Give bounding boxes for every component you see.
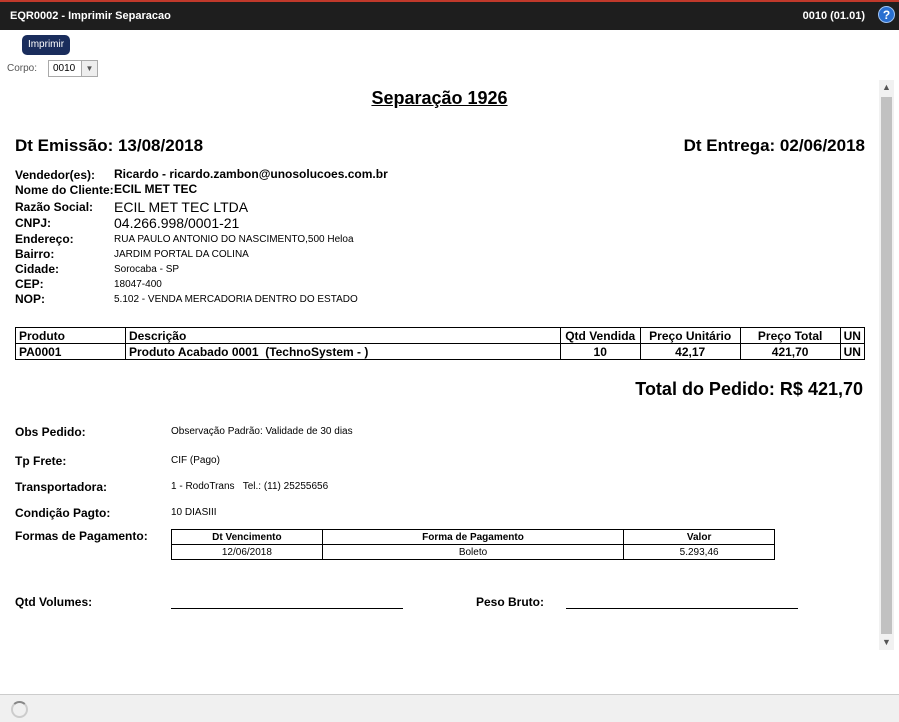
info-value: ECIL MET TEC xyxy=(114,182,198,196)
cond-label: Condição Pagto: xyxy=(15,506,111,520)
items-column-header: UN xyxy=(840,328,864,344)
order-total: Total do Pedido: R$ 421,70 xyxy=(635,379,863,399)
scrollbar-thumb[interactable] xyxy=(881,97,892,634)
scroll-down-icon[interactable]: ▼ xyxy=(882,637,891,647)
info-label: Endereço: xyxy=(15,232,74,246)
items-column-header: Produto xyxy=(16,328,126,344)
info-value: JARDIM PORTAL DA COLINA xyxy=(114,249,249,260)
dt-emissao: Dt Emissão: 13/08/2018 xyxy=(15,136,204,155)
table-row xyxy=(16,344,865,360)
info-value: 18047-400 xyxy=(114,279,162,290)
title-bar xyxy=(0,0,899,30)
items-cell: UN xyxy=(840,344,864,360)
info-label: Bairro: xyxy=(15,247,55,261)
info-label: NOP: xyxy=(15,292,45,306)
info-label: CEP: xyxy=(15,277,44,291)
frete-label: Tp Frete: xyxy=(15,454,67,468)
obs-value: Observação Padrão: Validade de 30 dias xyxy=(171,426,353,437)
items-table xyxy=(15,327,865,360)
items-column-header: Qtd Vendida xyxy=(560,328,640,344)
transp-label: Transportadora: xyxy=(15,480,108,494)
payment-column-header: Dt Vencimento xyxy=(172,530,323,545)
payment-cell: 5.293,46 xyxy=(624,545,775,560)
items-column-header: Preço Unitário xyxy=(640,328,740,344)
payment-table xyxy=(171,529,775,560)
items-column-header: Descrição xyxy=(125,328,560,344)
frete-value: CIF (Pago) xyxy=(171,455,220,466)
vertical-scrollbar[interactable] xyxy=(879,80,894,650)
info-value: ECIL MET TEC LTDA xyxy=(114,199,249,215)
info-value: Ricardo - ricardo.zambon@unosolucoes.com.br xyxy=(114,167,388,181)
document xyxy=(0,80,879,650)
window-code: 0010 (01.01) xyxy=(802,10,865,22)
payment-column-header: Valor xyxy=(624,530,775,545)
table-row xyxy=(172,545,775,560)
info-label: Vendedor(es): xyxy=(15,168,96,182)
obs-label: Obs Pedido: xyxy=(15,425,86,439)
window-title: EQR0002 - Imprimir Separacao xyxy=(10,10,171,22)
payment-cell: 12/06/2018 xyxy=(172,545,323,560)
status-bar xyxy=(0,694,899,722)
print-button[interactable]: Imprimir xyxy=(22,35,70,55)
volumes-label: Qtd Volumes: xyxy=(15,595,93,609)
corpo-select[interactable] xyxy=(48,60,98,77)
corpo-label: Corpo: xyxy=(7,63,38,74)
info-label: Nome do Cliente: xyxy=(15,183,114,197)
help-icon[interactable]: ? xyxy=(878,6,895,23)
payment-column-header: Forma de Pagamento xyxy=(322,530,623,545)
peso-line xyxy=(566,608,798,609)
peso-label: Peso Bruto: xyxy=(476,595,545,609)
volumes-line xyxy=(171,608,403,609)
info-label: Cidade: xyxy=(15,262,60,276)
scroll-up-icon[interactable]: ▲ xyxy=(882,82,891,92)
info-label: Razão Social: xyxy=(15,200,94,214)
items-cell: 421,70 xyxy=(740,344,840,360)
items-column-header: Preço Total xyxy=(740,328,840,344)
items-cell: 42,17 xyxy=(640,344,740,360)
payment-cell: Boleto xyxy=(322,545,623,560)
items-cell: Produto Acabado 0001 (TechnoSystem - ) xyxy=(125,344,560,360)
transp-value: 1 - RodoTrans Tel.: (11) 25255656 xyxy=(171,481,329,492)
loading-spinner-icon xyxy=(11,701,28,718)
info-label: CNPJ: xyxy=(15,216,52,230)
chevron-down-icon[interactable]: ▼ xyxy=(81,61,97,76)
info-value: 04.266.998/0001-21 xyxy=(114,215,240,231)
items-cell: PA0001 xyxy=(16,344,126,360)
info-value: Sorocaba - SP xyxy=(114,264,180,275)
dt-entrega: Dt Entrega: 02/06/2018 xyxy=(683,136,865,155)
formas-label: Formas de Pagamento: xyxy=(15,529,148,543)
items-cell: 10 xyxy=(560,344,640,360)
info-value: 5.102 - VENDA MERCADORIA DENTRO DO ESTADO xyxy=(114,294,358,305)
page-title: Separação 1926 xyxy=(371,88,508,108)
cond-value: 10 DIASIII xyxy=(171,507,217,518)
corpo-value: 0010 xyxy=(53,63,76,74)
info-value: RUA PAULO ANTONIO DO NASCIMENTO,500 Heloa xyxy=(114,234,354,245)
